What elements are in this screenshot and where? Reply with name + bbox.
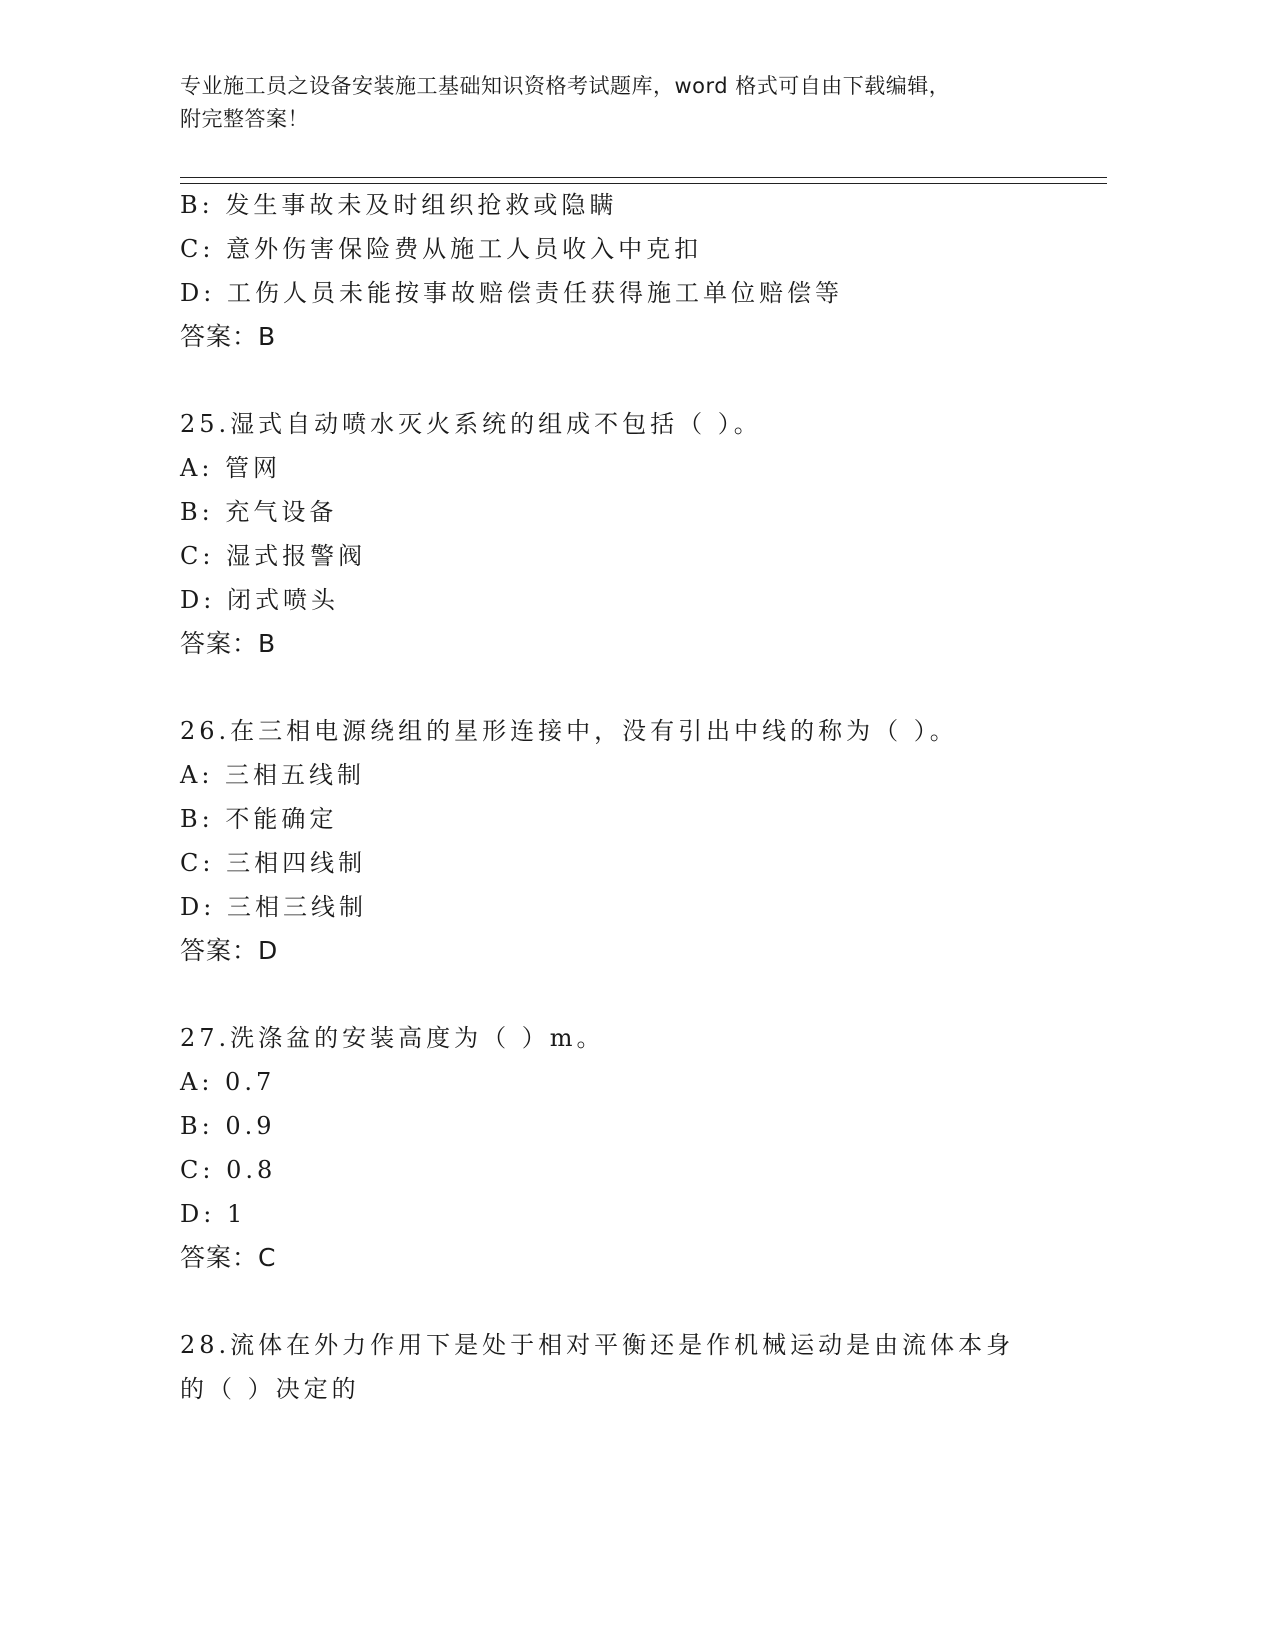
option-d: D: 1 bbox=[180, 1200, 247, 1228]
question-stem: 28.流体在外力作用下是处于相对平衡还是作机械运动是由流体本身的（ ）决定的 bbox=[180, 1331, 1015, 1403]
question-stem: 25.湿式自动喷水灭火系统的组成不包括（ ）。 bbox=[180, 410, 762, 438]
option-d: D: 三相三线制 bbox=[180, 893, 367, 921]
option-b: B: 充气设备 bbox=[180, 498, 338, 526]
option-a: A: 三相五线制 bbox=[180, 761, 366, 789]
header-line-2: 附完整答案！ bbox=[180, 107, 309, 131]
question-list bbox=[180, 183, 1110, 1411]
question-stem: 26.在三相电源绕组的星形连接中，没有引出中线的称为（ ）。 bbox=[180, 717, 958, 745]
option-c: C: 0.8 bbox=[180, 1156, 277, 1184]
option-a: A: 管网 bbox=[180, 454, 282, 482]
question-24-tail bbox=[180, 183, 1110, 359]
answer: 答案：D bbox=[180, 936, 279, 965]
option-b: B: 发生事故未及时组织抢救或隐瞒 bbox=[180, 191, 618, 219]
option-c: C: 湿式报警阀 bbox=[180, 542, 367, 570]
document-header bbox=[180, 70, 1040, 136]
question-28 bbox=[180, 1323, 1110, 1411]
question-stem: 27.洗涤盆的安装高度为（ ）m。 bbox=[180, 1024, 605, 1052]
option-a: A: 0.7 bbox=[180, 1068, 276, 1096]
question-25 bbox=[180, 402, 1110, 666]
option-d: D: 工伤人员未能按事故赔偿责任获得施工单位赔偿等 bbox=[180, 279, 843, 307]
option-b: B: 0.9 bbox=[180, 1112, 276, 1140]
option-b: B: 不能确定 bbox=[180, 805, 338, 833]
header-line-1: 专业施工员之设备安装施工基础知识资格考试题库，word 格式可自由下载编辑， bbox=[180, 74, 951, 98]
answer: 答案：B bbox=[180, 322, 277, 351]
answer: 答案：B bbox=[180, 629, 277, 658]
question-27 bbox=[180, 1016, 1110, 1280]
option-c: C: 意外伤害保险费从施工人员收入中克扣 bbox=[180, 235, 703, 263]
option-d: D: 闭式喷头 bbox=[180, 586, 339, 614]
option-c: C: 三相四线制 bbox=[180, 849, 367, 877]
question-26 bbox=[180, 709, 1110, 973]
answer: 答案：C bbox=[180, 1243, 277, 1272]
